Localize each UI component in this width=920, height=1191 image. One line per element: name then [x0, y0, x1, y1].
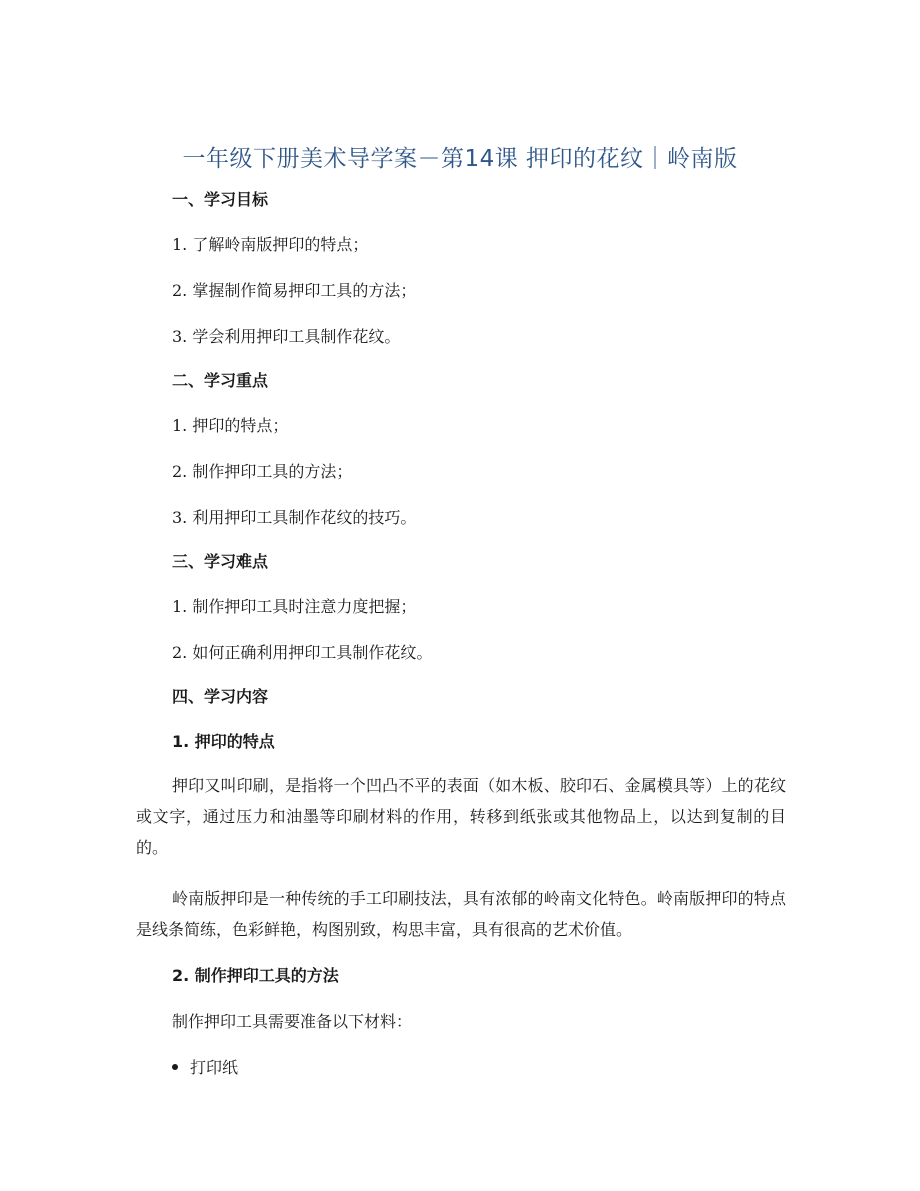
section-heading-difficulties: 三、学习难点 [172, 552, 269, 571]
bullet-icon [172, 1064, 178, 1070]
document-title: 一年级下册美术导学案－第14课 押印的花纹｜岭南版 [182, 146, 738, 172]
goal-item-1: 1. 了解岭南版押印的特点； [172, 235, 369, 254]
goal-item-2: 2. 掌握制作简易押印工具的方法； [172, 281, 417, 300]
difficulty-item-1: 1. 制作押印工具时注意力度把握； [172, 597, 417, 616]
key-point-item-2: 2. 制作押印工具的方法； [172, 462, 353, 481]
subsection-heading-tool-making: 2. 制作押印工具的方法 [172, 966, 339, 985]
key-point-item-3: 3. 利用押印工具制作花纹的技巧。 [172, 508, 417, 527]
goal-item-3: 3. 学会利用押印工具制作花纹。 [172, 327, 401, 346]
key-point-item-1: 1. 押印的特点； [172, 416, 289, 435]
material-list-item [172, 1056, 238, 1080]
section-heading-content: 四、学习内容 [172, 687, 269, 706]
subsection-heading-features: 1. 押印的特点 [172, 732, 275, 751]
section-heading-goals: 一、学习目标 [172, 190, 269, 209]
paragraph-printing-definition: 押印又叫印刷，是指将一个凹凸不平的表面（如木板、胶印石、金属模具等）上的花纹或文字，通过压力和油墨等印刷材料的作用，转移到纸张或其他物品上，以达到复制的目的。 [136, 776, 786, 857]
difficulty-item-2: 2. 如何正确利用押印工具制作花纹。 [172, 643, 433, 662]
paragraph-lingnan-features: 岭南版押印是一种传统的手工印刷技法，具有浓郁的岭南文化特色。岭南版押印的特点是线条简练，色彩鲜艳，构图别致，构思丰富，具有很高的艺术价值。 [136, 889, 786, 939]
tool-materials-intro: 制作押印工具需要准备以下材料： [172, 1012, 413, 1031]
section-heading-key-points: 二、学习重点 [172, 371, 269, 390]
material-item-label: 打印纸 [190, 1058, 239, 1077]
